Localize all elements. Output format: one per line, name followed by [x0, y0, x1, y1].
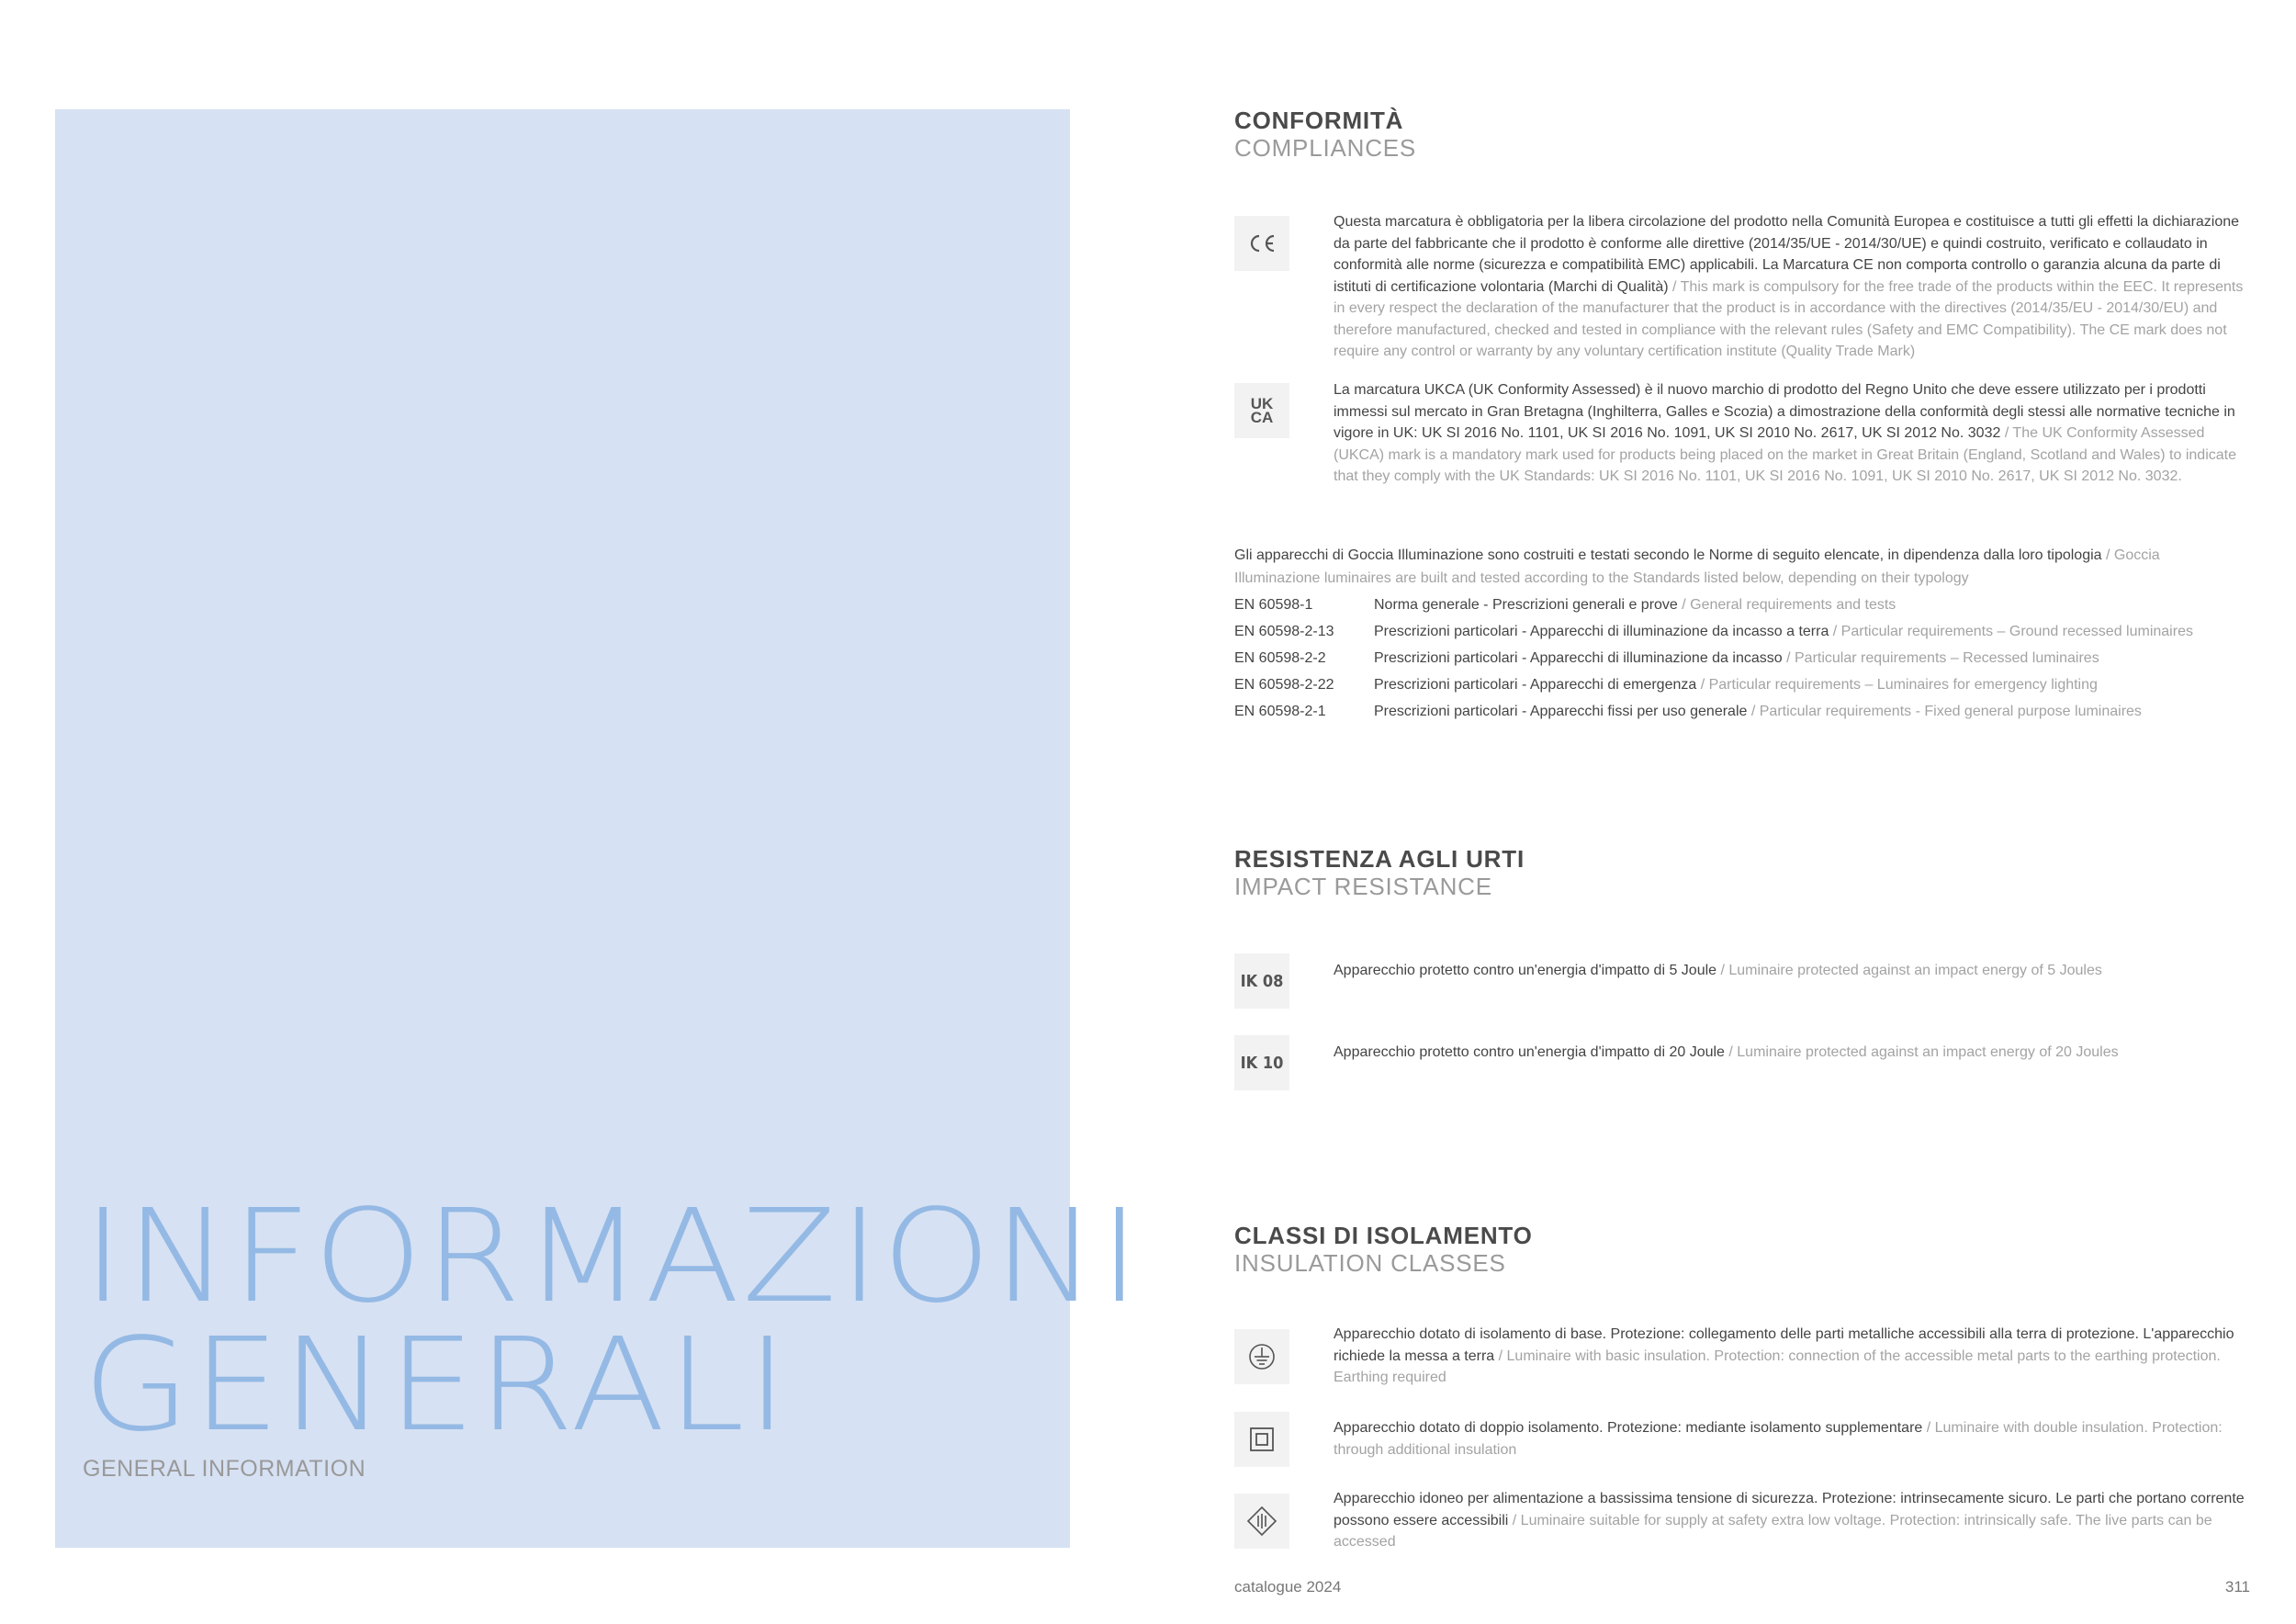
safety-extra-low-voltage-icon [1234, 1494, 1289, 1549]
norm-text-it: Prescrizioni particolari - Apparecchi di emergenza [1374, 677, 1697, 693]
norm-text-en: / Particular requirements – Ground recessed luminaires [1829, 624, 2193, 639]
ce-text-it: Questa marcatura è obbligatoria per la libera circolazione del prodotto nella Comunità Europea e costituisce a tutti gli effetti la dichiarazione da parte del fabbricante che il prodotto è conforme alle direttive (2014/35/UE - 2014/30/UE) e quindi costruito, verificato e collaudato in conformità alle norme (sicurezza e compatibilità EMC) applicabili. La Marcatura CE non comporta controllo o garanzia alcuna da parte di istituti di certificazione volontaria (Marchi di Qualità) [1334, 214, 2240, 295]
section-subtitle: GENERAL INFORMATION [83, 1456, 366, 1482]
impact-item-description [1334, 960, 2254, 982]
insulation-text-en: / Luminaire with basic insulation. Protection: connection of the accessible metal parts to the earthing protection. Earthing required [1334, 1348, 2221, 1385]
insulation-item-description [1334, 1417, 2254, 1460]
cover-panel [55, 109, 1142, 1548]
ce-mark-icon [1234, 216, 1289, 271]
norm-description [1374, 648, 2099, 669]
impact-text-en: / Luminaire protected against an impact energy of 20 Joules [1724, 1044, 2119, 1060]
norm-description [1374, 622, 2193, 642]
insulation-subtitle: INSULATION CLASSES [1234, 1249, 1506, 1277]
norm-description [1374, 702, 2142, 722]
norm-code: EN 60598-1 [1234, 597, 1313, 613]
norm-text-en: / Particular requirements – Luminaires for emergency lighting [1696, 677, 2098, 693]
ukca-description [1334, 379, 2254, 488]
insulation-item-description [1334, 1488, 2254, 1553]
ukca-icon-line-2: CA [1250, 409, 1274, 426]
insulation-text-it: Apparecchio idoneo per alimentazione a bassissima tensione di sicurezza. Protezione: intrinsecamente sicuro. Le parti che portano corrente possono essere accessibili [1334, 1491, 2245, 1528]
norms-intro-it: Gli apparecchi di Goccia Illuminazione sono costruiti e testati secondo le Norme di seguito elencate, in dipendenza dalla loro tipologia [1234, 547, 2102, 563]
ik10-icon: IK 10 [1234, 1035, 1289, 1090]
double-insulation-icon [1234, 1412, 1289, 1467]
ukca-text-it: La marcatura UKCA (UK Conformity Assessed) è il nuovo marchio di prodotto del Regno Unito che deve essere utilizzato per i prodotti immessi sul mercato in Gran Bretagna (Inghilterra, Galles e Scozia) a dimostrazione della conformità degli stessi alle normative tecniche in vigore in UK: UK SI 2016 No. 1101, UK SI 2016 No. 1091, UK SI 2010 No. 2617, UK SI 2012 No. 3032 [1334, 382, 2235, 441]
ukca-icon-line-1: UK [1250, 395, 1274, 412]
insulation-title: CLASSI DI ISOLAMENTO [1234, 1222, 1533, 1249]
footer-catalogue: catalogue 2024 [1234, 1578, 1342, 1596]
impact-item-description [1334, 1042, 2254, 1064]
section-title [83, 1182, 1142, 1460]
insulation-text-it: Apparecchio dotato di doppio isolamento. Protezione: mediante isolamento supplementare [1334, 1420, 1923, 1436]
norms-intro [1234, 544, 2245, 590]
norm-code: EN 60598-2-2 [1234, 650, 1326, 666]
norm-text-en: / Particular requirements - Fixed general purpose luminaires [1747, 704, 2142, 719]
insulation-heading [1234, 1222, 2254, 1277]
page-number: 311 [2224, 1578, 2250, 1596]
compliances-title: CONFORMITÀ [1234, 107, 1404, 134]
norms-intro-en: / Goccia Illuminazione luminaires are built and tested according to the Standards listed below, depending on their typology [1234, 547, 2160, 586]
norm-text-it: Prescrizioni particolari - Apparecchi di illuminazione da incasso a terra [1374, 624, 1829, 639]
norm-description [1374, 595, 1896, 615]
compliances-heading [1234, 107, 2254, 162]
section-title-line-2: GENERALI [83, 1311, 790, 1460]
norm-text-it: Norma generale - Prescrizioni generali e prove [1374, 597, 1678, 613]
ce-text-en: / This mark is compulsory for the free trade of the products within the EEC. It represents in every respect the declaration of the manufacturer that the product is in accordance with the directives (2014/35/EU - 2014/30/EU) and therefore manufactured, checked and tested in compliance with the relevant rules (Safety and EMC Compatibility). The CE mark does not require any control or warranty by any voluntary certification institute (Quality Trade Mark) [1334, 278, 2244, 359]
norm-code: EN 60598-2-1 [1234, 704, 1326, 719]
ik08-icon: IK 08 [1234, 953, 1289, 1009]
insulation-text-it: Apparecchio dotato di isolamento di base. Protezione: collegamento delle parti metalliche accessibili alla terra di protezione. L'apparecchio richiede la messa a terra [1334, 1326, 2234, 1364]
impact-text-it: Apparecchio protetto contro un'energia d'impatto di 20 Joule [1334, 1044, 1725, 1060]
norm-text-en: / General requirements and tests [1677, 597, 1896, 613]
ukca-text-en: / The UK Conformity Assessed (UKCA) mark is a mandatory mark used for products being placed on the market in Great Britain (England, Scotland and Wales) to indicate that they comply with the UK Standards: UK SI 2016 No. 1101, UK SI 2016 No. 1091, UK SI 2010 No. 2617, UK SI 2012 No. 3032. [1334, 425, 2236, 484]
impact-subtitle: IMPACT RESISTANCE [1234, 873, 1492, 900]
earth-ground-icon [1234, 1329, 1289, 1384]
insulation-text-en: / Luminaire suitable for supply at safety extra low voltage. Protection: intrinsically safe. The live parts can be accessed [1334, 1512, 2212, 1550]
compliances-subtitle: COMPLIANCES [1234, 134, 1417, 162]
insulation-item-description [1334, 1324, 2254, 1389]
impact-text-en: / Luminaire protected against an impact energy of 5 Joules [1716, 963, 2102, 978]
ce-description [1334, 211, 2254, 363]
norm-text-it: Prescrizioni particolari - Apparecchi fissi per uso generale [1374, 704, 1748, 719]
impact-text-it: Apparecchio protetto contro un'energia d'impatto di 5 Joule [1334, 963, 1717, 978]
ukca-mark-icon [1234, 383, 1289, 438]
impact-title: RESISTENZA AGLI URTI [1234, 845, 1525, 873]
norm-text-it: Prescrizioni particolari - Apparecchi di illuminazione da incasso [1374, 650, 1783, 666]
section-title-line-1: INFORMAZIONI [83, 1182, 1142, 1332]
norm-description [1374, 675, 2098, 695]
norm-code: EN 60598-2-13 [1234, 624, 1334, 639]
norm-text-en: / Particular requirements – Recessed luminaires [1782, 650, 2099, 666]
norm-code: EN 60598-2-22 [1234, 677, 1334, 693]
insulation-text-en: / Luminaire with double insulation. Protection: through additional insulation [1334, 1420, 2223, 1458]
impact-heading [1234, 845, 2254, 900]
